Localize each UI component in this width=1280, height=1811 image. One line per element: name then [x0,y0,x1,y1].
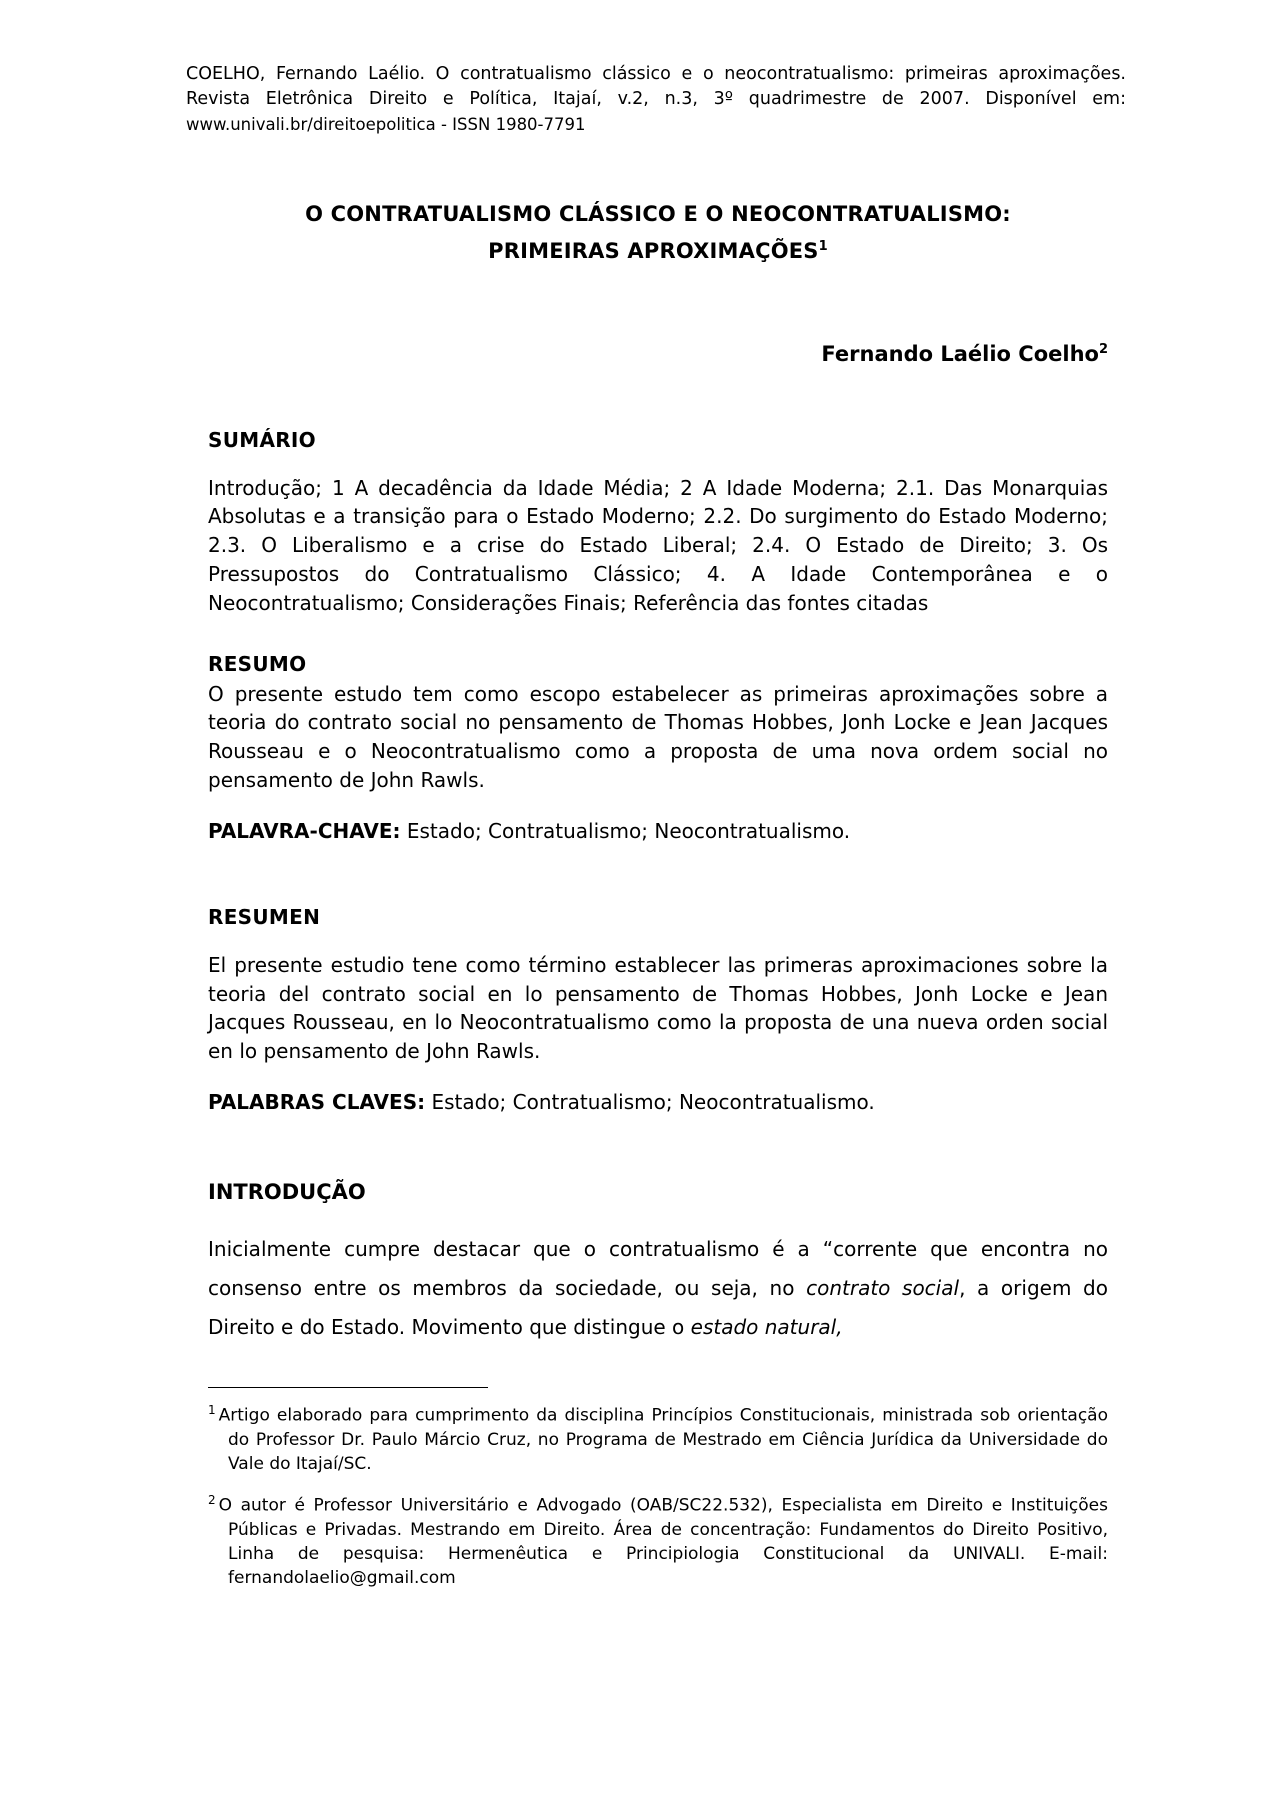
introducao-part-1: Inicialmente cumpre destacar que o contratualismo é a “corrente que encontra no consenso entre os membros da sociedade, ou seja, no [208,1236,1108,1300]
title-line-1: O CONTRATUALISMO CLÁSSICO E O NEOCONTRATUALISMO: [305,202,1011,227]
section-heading-introducao: INTRODUÇÃO [208,1179,366,1204]
resumo-text: O presente estudo tem como escopo estabelecer as primeiras aproximações sobre a teoria do contrato social no pensamento de Thomas Hobbes, Jonh Locke e Jean Jacques Rousseau e o Neocontratualismo como a proposta de uma nova ordem social no pensamento de John Rawls. [208,681,1108,792]
introducao-paragraph [208,1230,1108,1347]
author-footnote-marker: 2 [1098,341,1108,357]
footnote-separator-rule [208,1387,488,1388]
page-title [208,196,1108,270]
citation-line-1: COELHO, Fernando Laélio. O contratualismo clássico e o neocontratualismo: primeiras aproximações. [186,64,1126,84]
sumario-text: Introdução; 1 A decadência da Idade Média; 2 A Idade Moderna; 2.1. Das Monarquias Absolutas e a transição para o Estado Moderno; 2.2. Do surgimento do Estado Moderno; 2.3. O Liberalismo e a crise do Estado Liberal; 2.4. O Estado de Direito; 3. Os Pressupostos do Contratualismo Clássico; 4. A Idade Contemporânea e o Neocontratualismo; Considerações Finais; Referência das fontes citadas [208,475,1108,615]
palavra-chave-label: PALAVRA-CHAVE: [208,818,401,843]
introducao-part-2: , a origem do Direito e do Estado. Movimento que distingue o [208,1275,1108,1339]
footnotes-area [208,1387,1108,1590]
section-heading-resumen: RESUMEN [208,904,321,929]
footnote-1 [208,1402,1108,1476]
footnote-1-marker: 1 [208,1402,216,1417]
palavra-chave-line [208,819,1108,843]
footnote-2 [208,1492,1108,1590]
title-footnote-marker: 1 [818,238,828,254]
palavra-chave-text: Estado; Contratualismo; Neocontratualismo. [400,818,851,843]
author-byline [208,342,1108,366]
introducao-italic-2: estado natural, [690,1314,843,1339]
running-header-citation [186,62,1126,138]
author-name: Fernando Laélio Coelho [821,341,1099,366]
palabras-claves-label: PALABRAS CLAVES: [208,1089,426,1114]
introducao-italic-1: contrato social [806,1275,960,1300]
title-line-2: PRIMEIRAS APROXIMAÇÕES [488,238,819,263]
footnote-2-text: O autor é Professor Universitário e Advogado (OAB/SC22.532), Especialista em Direito e Instituições Públicas e Privadas. Mestrando em Direito. Área de concentração: Fundamentos do Direito Positivo, Linha de pesquisa: Hermenêutica e Principiologia Constitucional da UNIVALI. E-mail: fernandolaelio@gmail.com [218,1495,1108,1589]
footnote-2-marker: 2 [208,1493,216,1508]
resumen-text: El presente estudio tene como término establecer las primeras aproximaciones sobre la teoria del contrato social en lo pensamento de Thomas Hobbes, Jonh Locke e Jean Jacques Rousseau, en lo Neocontratualismo como la proposta de una nueva orden social en lo pensamento de John Rawls. [208,952,1108,1064]
citation-line-3: www.univali.br/direitoepolitica - ISSN 1980-7791 [186,114,586,134]
section-heading-resumo: RESUMO [208,651,307,676]
palabras-claves-line [208,1090,1108,1114]
footnote-1-text: Artigo elaborado para cumprimento da disciplina Princípios Constitucionais, ministrada sob orientação do Professor Dr. Paulo Márcio Cruz, no Programa de Mestrado em Ciência Jurídica da Universidade do Vale do Itajaí/SC. [218,1405,1108,1474]
section-heading-sumario: SUMÁRIO [208,427,316,452]
palabras-claves-text: Estado; Contratualismo; Neocontratualismo. [425,1089,875,1114]
citation-line-2: Revista Eletrônica Direito e Política, Itajaí, v.2, n.3, 3º quadrimestre de 2007. Disponível em: [186,89,1126,110]
